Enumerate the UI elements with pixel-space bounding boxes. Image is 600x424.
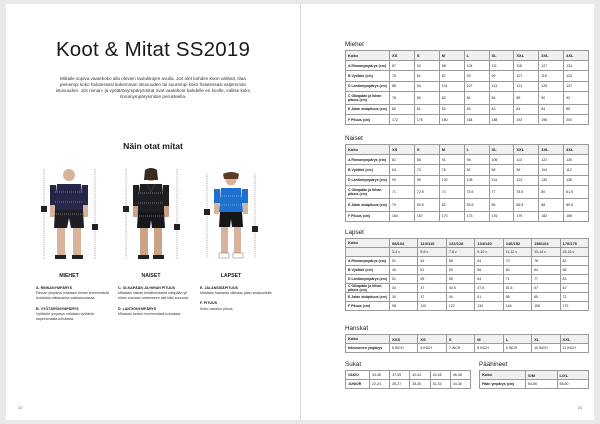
section-headbands <box>479 360 589 389</box>
section-title-men: Miehet <box>345 41 364 48</box>
model-kids <box>202 166 260 262</box>
table-row: C Olkapään ja hihan pituus (cm) 71 72.5 74 75.5 77 78.5 80 81.5 <box>346 185 589 198</box>
table-row: A Rinnanympärys (cm) 51 54 58 64 70 76 82 <box>346 257 589 266</box>
size-table-headbands <box>479 370 589 389</box>
size-table-socks <box>345 370 471 389</box>
table-header-row: Koko XS S M L XL XXL 3XL 4XL <box>346 51 589 61</box>
model-women <box>120 166 182 262</box>
size-table-women <box>345 144 589 222</box>
section-title-women: Naiset <box>345 135 363 142</box>
table-row: E Jalan sisäpituus (cm) 80 81 82 83 83 84 84 85 <box>346 104 589 114</box>
table-header-row: Koko S/M L/XL <box>480 371 589 380</box>
table-row: D Lantionympärys (cm) 88 94 101 107 113 121 129 137 <box>346 81 589 91</box>
right-page <box>300 4 594 420</box>
section-kids <box>345 228 589 311</box>
table-row: Kämmenen ympärys 5 INCH 6 INCH 7 INCH 8 INCH 9 INCH 10 INCH 11 INCH <box>346 344 589 353</box>
section-socks <box>345 360 471 389</box>
table-row: D Lantionympärys (cm) 90 96 102 108 114 122 130 138 <box>346 175 589 185</box>
table-header-row: Koko 98/104 110/116 122/128 134/140 146/152 158/164 170/176 <box>346 239 589 248</box>
instruction-height: F. PITUUS Koko vartalon pituus. <box>200 301 234 311</box>
men-shorts <box>54 210 84 228</box>
size-table-kids <box>345 238 589 311</box>
kids-shirt <box>219 188 243 212</box>
page-number-right: 23 <box>577 406 582 410</box>
section-title-headbands: Päähineet <box>479 361 508 368</box>
table-row: C Olkapään ja hihan pituus (cm) 78 80 82 84 86 88 90 92 <box>346 91 589 104</box>
section-women <box>345 134 589 222</box>
measuring-subtitle: Näin otat mitat <box>123 141 183 151</box>
label-men: MIEHET <box>59 273 79 279</box>
table-header-row: Koko XXS XS S M L XL XXL <box>346 335 589 344</box>
table-row: F Pituus (cm) 98 110 122 134 146 158 170 <box>346 302 589 311</box>
model-figure-kids <box>202 166 260 262</box>
instructions-col-3 <box>200 286 278 317</box>
instruction-waist: B. VYÖTÄRÖNYMPÄRYS Vyötärön ympärys mitataan vyötärön kapeimmasta kohdasta. <box>36 306 95 322</box>
kids-shorts <box>219 212 243 227</box>
table-row: A Rinnanympärys (cm) 87 92 98 104 111 118 127 134 <box>346 61 589 71</box>
table-row: D Lantionympärys (cm) 51 55 59 64 71 77 83 <box>346 275 589 284</box>
table-row: C Olkapään ja hihan pituus (cm) 34 37 40.5 47.5 51.5 57 62 <box>346 284 589 293</box>
section-title-gloves: Hanskat <box>345 325 369 332</box>
table-row: F Pituus (cm) 172 176 180 184 188 192 196 200 <box>346 114 589 124</box>
intro-text: Mittaile sopiva vaatekoko alla olevien taulukkojen avulla. Jos olet kahden koon välissä, tilaa pienempi koko halutessasi tiukemman istuvuuden tai suurempi koko halutessasi väljemmän istuvuuden. Jos rinnan- ja vyötärönympärysmitat ovat vaatekoot kahdelle eri koolle, valitse koko rinnanympärysmitan perusteella. <box>55 76 251 100</box>
section-title-socks: Sukat <box>345 361 362 368</box>
size-table-men <box>345 50 589 125</box>
table-row: VAKIO 34-36 37-39 40-42 43-45 46-48 <box>346 371 471 380</box>
women-shirt <box>137 184 165 212</box>
section-men <box>345 40 589 125</box>
table-row: A Rinnanympärys (cm) 82 86 91 98 105 114 122 130 <box>346 155 589 165</box>
instructions-col-2 <box>118 286 196 322</box>
table-row: B Vyötärö (cm) 64 70 76 82 88 96 104 112 <box>346 165 589 175</box>
table-header-row: Koko XS S M L XL XXL 3XL 4XL <box>346 145 589 155</box>
table-row: F Pituus (cm) 164 167 170 173 176 179 182 185 <box>346 211 589 221</box>
section-gloves <box>345 324 589 353</box>
table-row: E Jalan sisäpituus (cm) 79 80.5 82 83.5 85 86.5 88 89.5 <box>346 198 589 211</box>
instruction-inseam: E. JALANSISÄPITUUS Mitataan haarasta nilkkaan jalan sisäpuolelta. <box>200 286 273 296</box>
instruction-chest: A. RINNANYMPÄRYS Rinnan ympärys mitataan rinnan leveimmästä kohdasta mittanauha vaakasuorassa. <box>36 286 109 301</box>
page-number-left: 22 <box>18 406 23 410</box>
page-title: Koot & Mitat SS2019 <box>55 38 251 61</box>
table-subheader-row: 3-4 v 5-6 v 7-8 v 9-10 v 11-12 v 13-14 v 15-16 v <box>346 248 589 257</box>
instructions-col-1 <box>36 286 114 327</box>
instruction-sleeve: C. OLKAPÄÄN JA HIHAN PITUUS Mitataan niskan keskikohdasta olkapään yli hihan suoraan ranteeseen asti käsi suorana. <box>118 286 189 301</box>
label-kids: LAPSET <box>220 273 242 279</box>
model-men <box>38 166 100 262</box>
instruction-hip: D. LANTIONYMPÄRYS Mitataan lantion leveimmästä kohdasta. <box>118 306 182 316</box>
table-row: E Jalan sisäpituus (cm) 30 37 44 51 58 65 72 <box>346 293 589 302</box>
table-row: Pään ympärys (cm) 54-56 58-60 <box>480 380 589 389</box>
label-women: NAISET <box>141 273 161 279</box>
size-table-gloves <box>345 334 589 353</box>
table-row: B Vyötärö (cm) 75 81 87 93 99 107 115 124 <box>346 71 589 81</box>
model-figure-men <box>38 166 100 262</box>
table-row: B Vyötärö (cm) 49 51 53 56 60 64 68 <box>346 266 589 275</box>
women-shorts <box>137 212 165 228</box>
left-page <box>6 4 300 420</box>
section-title-kids: Lapset <box>345 229 364 236</box>
table-row: JUNIOR 22-24 25-27 28-30 31-33 34-36 <box>346 380 471 389</box>
men-shirt <box>54 184 84 210</box>
model-figure-women <box>120 166 182 262</box>
catalog-spread <box>6 4 594 420</box>
